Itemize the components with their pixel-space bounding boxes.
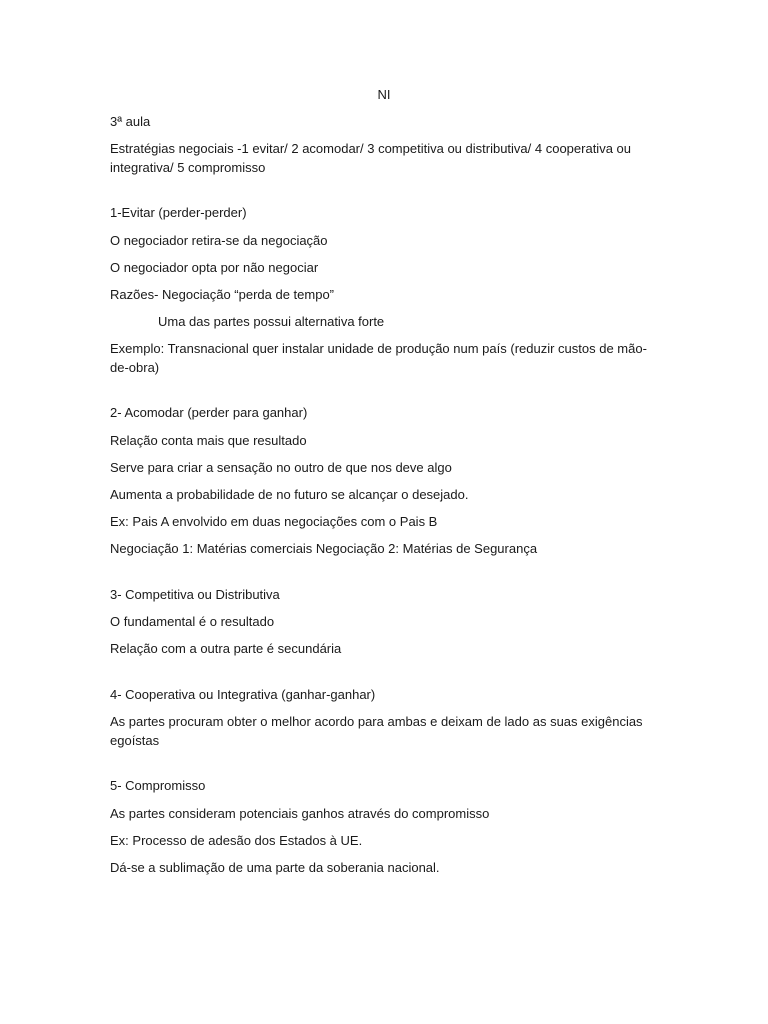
paragraph: Aumenta a probabilidade de no futuro se alcançar o desejado. xyxy=(110,487,469,503)
paragraph: Razões- Negociação “perda de tempo” xyxy=(110,286,335,302)
paragraph: O negociador retira-se da negociação xyxy=(110,232,328,248)
example-paragraph: Ex: Pais A envolvido em duas negociações com o Pais B xyxy=(110,514,438,530)
paragraph: As partes procuram obter o melhor acordo para ambas e deixam de lado as suas exigências egoístas xyxy=(110,714,643,748)
paragraph: Relação com a outra parte é secundária xyxy=(110,641,342,657)
paragraph: O fundamental é o resultado xyxy=(110,614,275,630)
example-paragraph: Ex: Processo de adesão dos Estados à UE. xyxy=(110,832,363,848)
paragraph: Serve para criar a sensação no outro de que nos deve algo xyxy=(110,459,452,475)
strategies-overview-paragraph: Estratégias negociais -1 evitar/ 2 acomodar/ 3 competitiva ou distributiva/ 4 cooperativa ou integrativa/ 5 compromisso xyxy=(110,141,631,175)
paragraph: As partes consideram potenciais ganhos através do compromisso xyxy=(110,805,490,821)
paragraph: O negociador opta por não negociar xyxy=(110,259,319,275)
document-body xyxy=(110,86,650,886)
section-heading-competitiva: 3- Competitiva ou Distributiva xyxy=(110,587,280,603)
paragraph: Relação conta mais que resultado xyxy=(110,432,307,448)
section-heading-acomodar: 2- Acomodar (perder para ganhar) xyxy=(110,405,308,421)
section-heading-cooperativa: 4- Cooperativa ou Integrativa (ganhar-ganhar) xyxy=(110,686,376,702)
document-title: NI xyxy=(377,87,391,102)
paragraph: Dá-se a sublimação de uma parte da soberania nacional. xyxy=(110,859,440,875)
section-heading-compromisso: 5- Compromisso xyxy=(110,778,206,794)
example-paragraph: Exemplo: Transnacional quer instalar unidade de produção num país (reduzir custos de mão-de-obra) xyxy=(110,341,647,375)
class-number-line: 3ª aula xyxy=(110,113,151,129)
section-heading-evitar: 1-Evitar (perder-perder) xyxy=(110,205,247,221)
indented-paragraph: Uma das partes possui alternativa forte xyxy=(158,314,385,330)
paragraph: Negociação 1: Matérias comerciais Negociação 2: Matérias de Segurança xyxy=(110,541,538,557)
